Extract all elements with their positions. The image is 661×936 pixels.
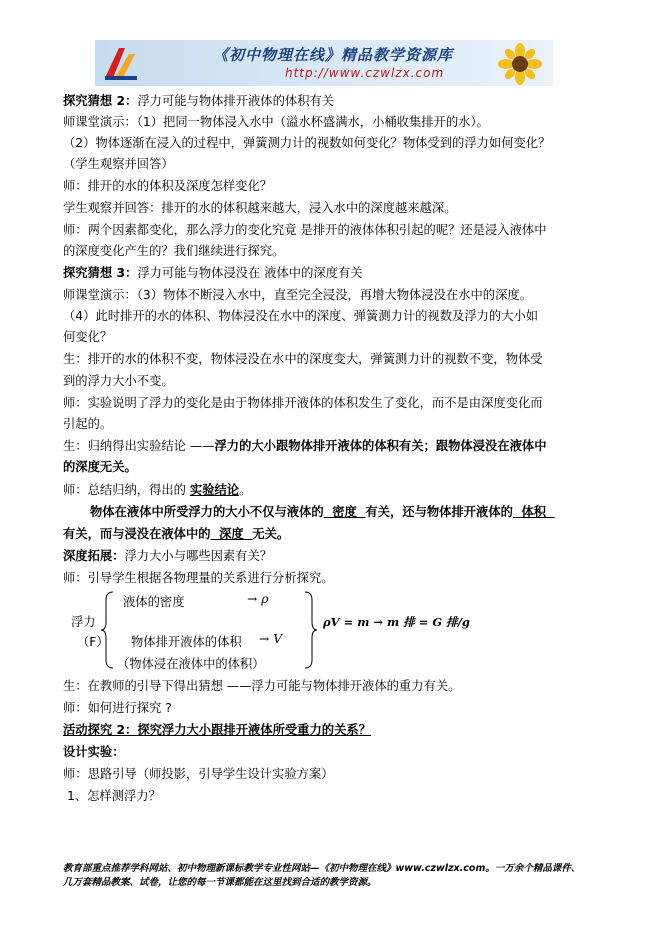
demo-4b: 何变化？ [63, 330, 113, 344]
teacher-explain-a: 师：实验说明了浮力的变化是由于物体排开液体的体积发生了变化，而不是由深度变化而 [63, 396, 543, 410]
left-brace-icon [101, 590, 117, 670]
diagram-arrow-rho: → ρ [247, 592, 269, 606]
teacher-question-2b: 的深度变化产生的？我们继续进行探究。 [63, 244, 285, 258]
right-brace-icon [301, 590, 317, 670]
fill-blank-a: 物体在液体中所受浮力的大小不仅与液体的 密度 有关，还与物体排开液体的 体积 [90, 505, 555, 519]
diagram-volume-note: （物体浸在液体中的体积） [117, 657, 265, 671]
demo-3: 师课堂演示：（3）物体不断浸入水中，直至完全浸没，再增大物体浸没在水中的深度。 [63, 288, 532, 302]
student-answer: 学生观察并回答：排开的水的体积越来越大，浸入水中的深度越来越深。 [63, 201, 457, 215]
diagram-volume: 物体排开液体的体积 [131, 635, 242, 649]
summary: 师：总结归纳，得出的 实验结论。 [63, 483, 252, 497]
teacher-explain-b: 引起的。 [63, 417, 113, 431]
demo-2: （2）物体逐渐在浸入的过程中，弹簧测力计的视数如何变化？物体受到的浮力如何变化？ [63, 136, 551, 150]
footer-note [63, 862, 580, 890]
fill-blank-b: 有关，而与浸没在液体中的 深度 无关。 [63, 527, 290, 541]
teacher-how: 师：如何进行探究 ? [63, 701, 172, 715]
student-answer-2a: 生：排开的水的体积不变，物体浸没在水中的深度变大，弹簧测力计的视数不变，物体受 [63, 352, 543, 366]
banner-title: 《初中物理在线》精品教学资源库 [213, 46, 454, 64]
teacher-question: 师：排开的水的体积及深度怎样变化？ [63, 179, 273, 193]
demo-4a: （4）此时排开的水的体积、物体浸没在水中的深度、弹簧测力计的视数及浮力的大小如 [63, 309, 539, 323]
question-1: 1、怎样测浮力？ [67, 789, 161, 803]
sunflower-icon [489, 43, 551, 85]
footer-line-1: 教育部重点推荐学科网站、初中物理新课标教学专业性网站—《初中物理在线》www.czwlzx.com。一万余个精品课件、 [63, 863, 581, 874]
conclusion-b: 的深度无关。 [63, 460, 137, 474]
diagram-buoyancy-label: 浮力 [71, 615, 96, 629]
diagram-arrow-v: → V [259, 632, 283, 646]
teacher-question-2a: 师：两个因素都变化，那么浮力的变化究竟 是排开的液体体积引起的呢？还是浸入液体中 [63, 223, 547, 237]
buoyancy-factor-diagram [63, 590, 583, 672]
conclusion-a: 生：归纳得出实验结论 ——浮力的大小跟物体排开液体的体积有关；跟物体浸没在液体中 [63, 439, 547, 453]
student-answer-2b: 到的浮力大小不变。 [63, 374, 174, 388]
diagram-density: 液体的密度 [123, 595, 185, 609]
diagram-f-label: （F） [77, 635, 109, 649]
student-observe: （学生观察并回答） [63, 157, 174, 171]
teacher-hint: 师：思路引导（师投影，引导学生设计实验方案） [63, 767, 334, 781]
demo-1: 师课堂演示：（1）把同一物体浸入水中（溢水杯盛满水，小桶收集排开的水）。 [63, 115, 489, 129]
depth-extension: 深度拓展：浮力大小与哪些因素有关？ [63, 549, 273, 563]
footer-line-2: 几万套精品教案、试卷，让您的每一节课都能在这里找到合适的教学资源。 [63, 877, 377, 888]
design-experiment: 设计实验： [63, 745, 125, 759]
logo-icon [101, 44, 145, 82]
guess-3: 探究猜想 3：浮力可能与物体浸没在 液体中的深度有关 [63, 266, 363, 280]
header-banner [95, 40, 553, 86]
student-guess: 生：在教师的引导下得出猜想 ——浮力可能与物体排开液体的重力有关。 [63, 679, 461, 693]
banner-url[interactable]: http://www.czwlzx.com [285, 66, 445, 80]
diagram-formula: ρV = m → m 排 = G 排/g [323, 615, 470, 629]
activity-2: 活动探究 2：探究浮力大小跟排开液体所受重力的关系？ [63, 723, 371, 737]
guess-2: 探究猜想 2：浮力可能与物体排开液体的体积有关 [63, 94, 335, 108]
teacher-guide: 师：引导学生根据各物理量的关系进行分析探究。 [63, 571, 334, 585]
